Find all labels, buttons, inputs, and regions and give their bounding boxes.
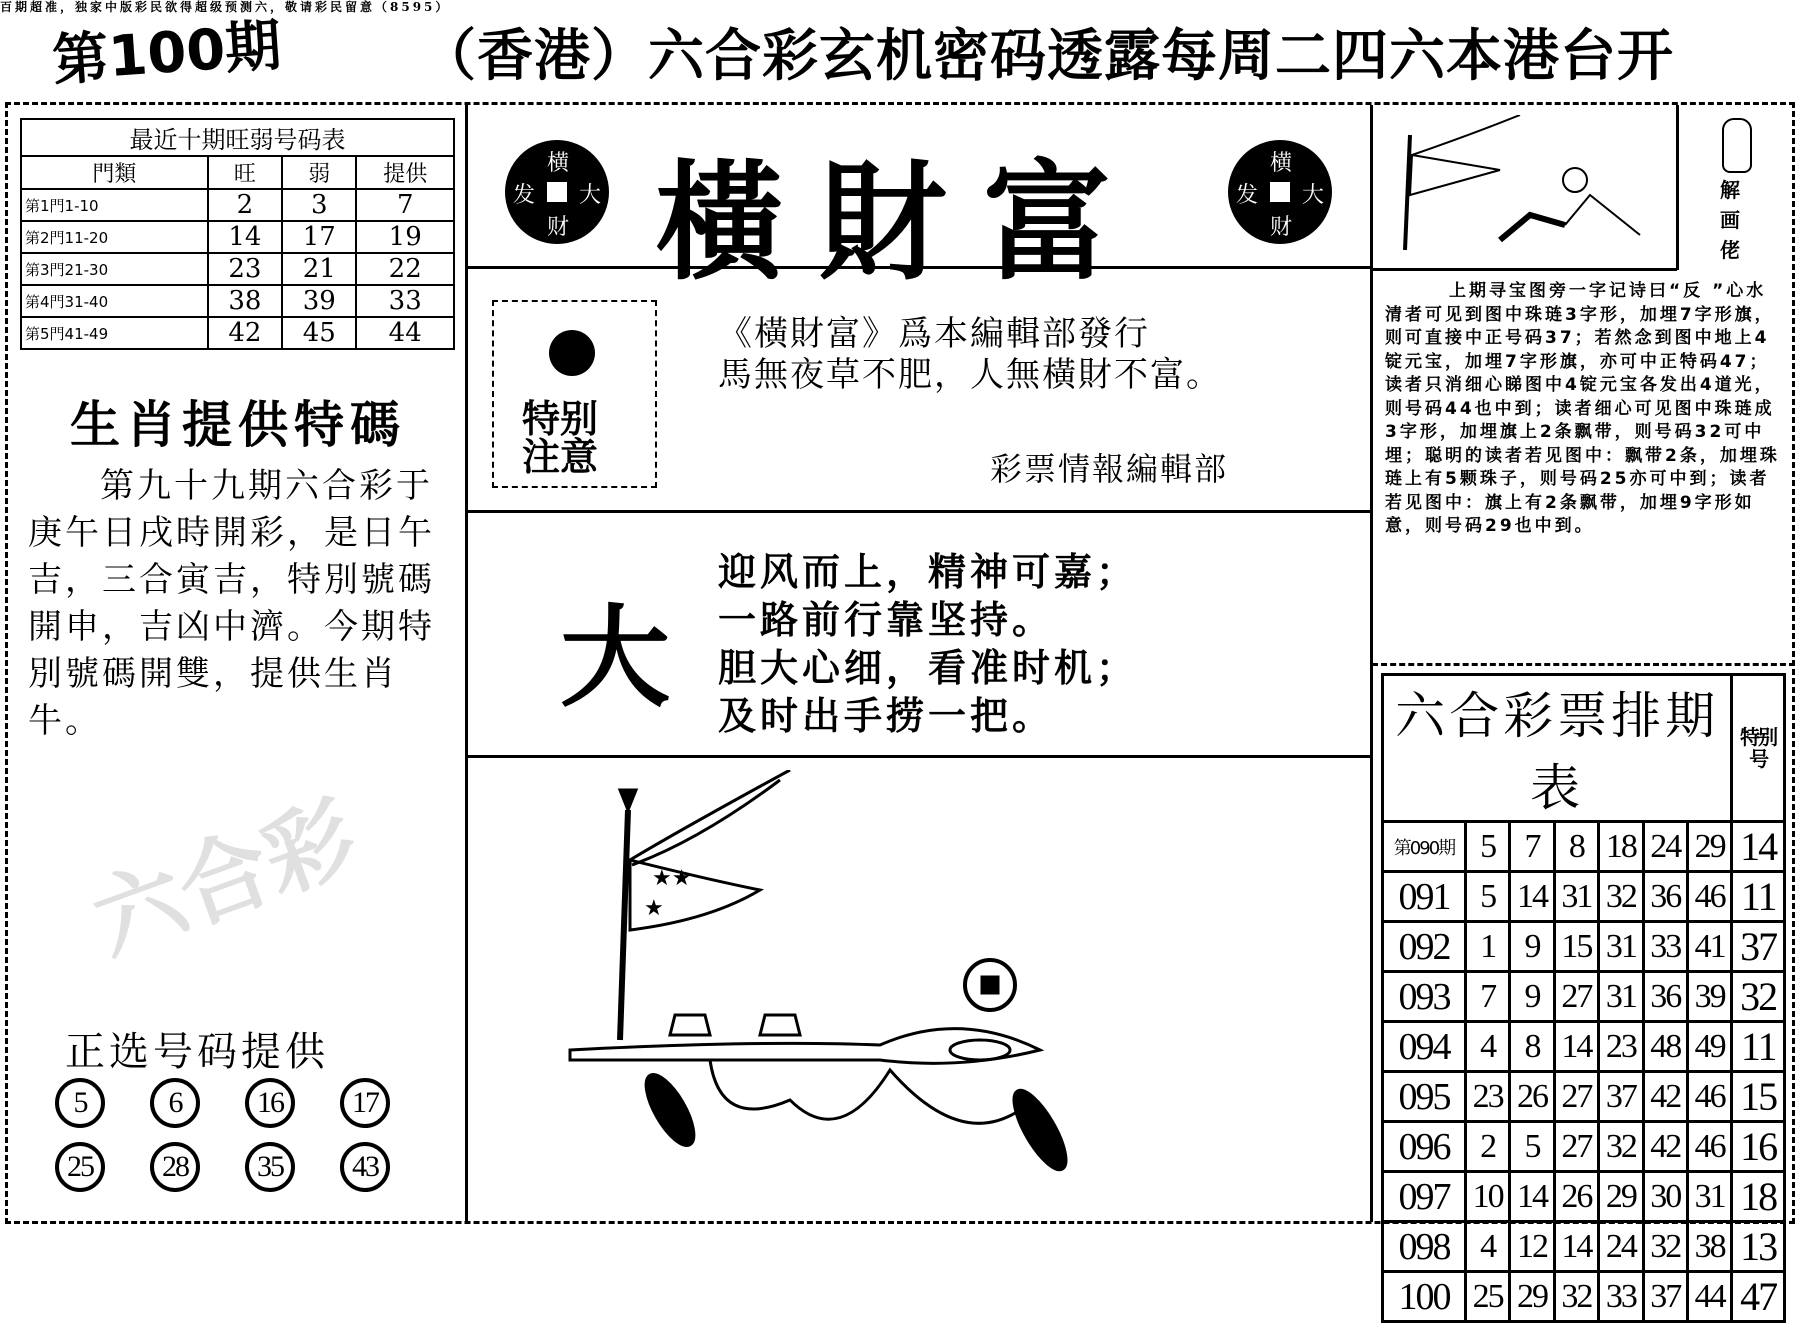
cell: 21 [282,253,356,285]
cell: 2 [208,189,282,221]
number-cell: 46 [1687,1072,1731,1122]
column-header: 弱 [282,156,356,189]
period-cell: 097 [1383,1172,1466,1222]
number-cell: 26 [1554,1172,1598,1222]
special-cell: 37 [1732,922,1785,972]
number-cell: 49 [1687,1022,1731,1072]
table-row [1383,1072,1785,1122]
riddle-picture [1390,115,1660,255]
cell: 3 [282,189,356,221]
pointing-hand-icon [1722,118,1752,173]
bomb-icon [549,330,595,376]
cell: 39 [282,285,356,317]
number-cell: 37 [1599,1072,1643,1122]
number-cell: 5 [1465,872,1509,922]
number-cell: 29 [1510,1272,1554,1322]
number-cell: 36 [1643,872,1687,922]
divider [467,755,1370,758]
pick-number: 43 [340,1142,390,1192]
number-cell: 36 [1643,972,1687,1022]
number-cell: 32 [1599,872,1643,922]
table-row [1383,872,1785,922]
number-cell: 31 [1687,1172,1731,1222]
period-cell: 098 [1383,1222,1466,1272]
number-cell: 5 [1510,1122,1554,1172]
notice-badge: 特别注意 [492,300,657,488]
number-cell: 7 [1465,972,1509,1022]
number-cell: 24 [1643,822,1687,872]
number-cell: 38 [1687,1222,1731,1272]
coin-icon: 横 发 大 财 [505,140,609,244]
number-cell: 14 [1554,1022,1598,1072]
treasure-picture [560,770,1120,1200]
number-cell: 23 [1599,1022,1643,1072]
period-cell: 第090期 [1383,822,1466,872]
column-header: 提供 [356,156,454,189]
pick-number: 35 [245,1142,295,1192]
cell: 7 [356,189,454,221]
table-row [1383,1122,1785,1172]
lottery-schedule-table [1381,673,1786,1323]
number-cell: 31 [1599,922,1643,972]
number-cell: 24 [1599,1222,1643,1272]
picks-list [55,1078,435,1192]
divider [1676,105,1679,270]
svg-text:★: ★ [644,896,664,921]
row-label: 第5門41-49 [21,317,208,349]
period-cell: 094 [1383,1022,1466,1072]
table-row [1383,1222,1785,1272]
number-cell: 32 [1554,1272,1598,1322]
table-row [21,285,454,317]
divider [1372,663,1795,666]
special-header: 特别号 [1732,675,1785,822]
number-cell: 8 [1510,1022,1554,1072]
table-row [1383,822,1785,872]
poem [718,548,1138,740]
top-banner-text: 百期超准，独家中版彩民欲得超级预测六，敬请彩民留意（8595） [0,0,451,14]
table-title: 六合彩票排期表 [1383,675,1732,822]
table-row [21,253,454,285]
number-cell: 29 [1687,822,1731,872]
table-row [1383,1172,1785,1222]
number-cell: 15 [1554,922,1598,972]
cell: 19 [356,221,454,253]
zodiac-title: 生肖提供特碼 [70,396,406,454]
table-title: 最近十期旺弱号码表 [21,119,454,156]
number-cell: 32 [1643,1222,1687,1272]
number-cell: 2 [1465,1122,1509,1172]
row-label: 第1門1-10 [21,189,208,221]
period-cell: 091 [1383,872,1466,922]
special-cell: 11 [1732,1022,1785,1072]
number-cell: 31 [1599,972,1643,1022]
cell: 22 [356,253,454,285]
poem-big-char: 大 [560,594,670,722]
row-label: 第2門11-20 [21,221,208,253]
number-cell: 42 [1643,1072,1687,1122]
zodiac-text: 第九十九期六合彩于庚午日戌時開彩，是日午吉，三合寅吉，特別號碼開申，吉凶中濟。今期特別號碼開雙，提供生肖牛。 [28,466,435,741]
svg-text:★★: ★★ [652,866,692,891]
number-cell: 31 [1554,872,1598,922]
number-cell: 4 [1465,1022,1509,1072]
cell: 14 [208,221,282,253]
cell: 33 [356,285,454,317]
number-cell: 32 [1599,1122,1643,1172]
period-cell: 100 [1383,1272,1466,1322]
special-cell: 47 [1732,1272,1785,1322]
number-cell: 41 [1687,922,1731,972]
special-cell: 18 [1732,1172,1785,1222]
number-cell: 46 [1687,872,1731,922]
cell: 23 [208,253,282,285]
number-cell: 18 [1599,822,1643,872]
table-row [1383,1272,1785,1322]
special-cell: 16 [1732,1122,1785,1172]
table-row [21,317,454,349]
divider [467,510,1370,513]
page-title: （香港）六合彩玄机密码透露每周二四六本港台开 [420,24,1674,89]
table-row [1383,1022,1785,1072]
notice-line: 《橫財富》爲本編輯部發行 [718,314,1150,354]
poem-line: 及时出手捞一把。 [718,694,1055,738]
pick-number: 16 [245,1078,295,1128]
number-cell: 10 [1465,1172,1509,1222]
number-cell: 23 [1465,1072,1509,1122]
number-cell: 30 [1643,1172,1687,1222]
table-row [21,221,454,253]
row-label: 第4門31-40 [21,285,208,317]
number-cell: 26 [1510,1072,1554,1122]
pick-number: 6 [150,1078,200,1128]
number-cell: 14 [1554,1222,1598,1272]
poem-line: 迎风而上，精神可嘉； [718,550,1139,594]
number-cell: 5 [1465,822,1509,872]
row-label: 第3門21-30 [21,253,208,285]
number-cell: 7 [1510,822,1554,872]
cell: 42 [208,317,282,349]
divider [465,105,468,1222]
table-row [1383,972,1785,1022]
number-cell: 37 [1643,1272,1687,1322]
masthead-name: 橫財富 [655,149,1148,298]
cell: 38 [208,285,282,317]
poem-line: 一路前行靠坚持。 [718,598,1055,642]
riddle-label: 解画佬 [1720,178,1740,262]
special-cell: 13 [1732,1222,1785,1272]
pick-number: 17 [340,1078,390,1128]
number-cell: 27 [1554,1122,1598,1172]
number-cell: 27 [1554,1072,1598,1122]
period-cell: 092 [1383,922,1466,972]
number-cell: 46 [1687,1122,1731,1172]
special-cell: 14 [1732,822,1785,872]
number-cell: 9 [1510,922,1554,972]
riddle-text: 上期寻宝图旁一字记诗曰“反 ”心水清者可见到图中珠琏3字形，加埋7字形旗，则可直接中正号码37；若然念到图中地上4锭元宝，加埋7字形旗，亦可中正特码47；读者只消细心睇图中4锭元宝各发出4道光，则号码44也中到；读者细心可见图中珠琏成3字形，加埋旗上2条飘带，则号码32可中埋；聪明的读者若见图中：飘带2条，加埋珠琏上有5颗珠子，则号码25亦可中到；读者若见图中：旗上有2条飘带，加埋9字形如意，则号码29也中到。 [1385,281,1780,536]
number-cell: 33 [1599,1272,1643,1322]
pick-number: 5 [55,1078,105,1128]
notice-line: 馬無夜草不肥，人無橫財不富。 [718,355,1222,395]
weak-strong-table [20,118,455,350]
number-cell: 14 [1510,1172,1554,1222]
period-cell: 093 [1383,972,1466,1022]
number-cell: 14 [1510,872,1554,922]
number-cell: 48 [1643,1022,1687,1072]
picks-title: 正选号码提供 [65,1029,329,1075]
number-cell: 42 [1643,1122,1687,1172]
number-cell: 1 [1465,922,1509,972]
number-cell: 33 [1643,922,1687,972]
pick-number: 28 [150,1142,200,1192]
period-cell: 095 [1383,1072,1466,1122]
number-cell: 9 [1510,972,1554,1022]
special-cell: 15 [1732,1072,1785,1122]
number-cell: 4 [1465,1222,1509,1272]
number-cell: 8 [1554,822,1598,872]
cell: 44 [356,317,454,349]
pick-number: 25 [55,1142,105,1192]
number-cell: 25 [1465,1272,1509,1322]
coin-icon: 横 发 大 财 [1228,140,1332,244]
table-row [21,189,454,221]
cell: 45 [282,317,356,349]
number-cell: 27 [1554,972,1598,1022]
number-cell: 12 [1510,1222,1554,1272]
column-header: 旺 [208,156,282,189]
number-cell: 29 [1599,1172,1643,1222]
issue-number: 第100期 [50,13,284,95]
watermark: 六合彩 [80,784,370,976]
table-row [1383,922,1785,972]
divider [1372,268,1677,271]
column-header: 門類 [21,156,208,189]
number-cell: 44 [1687,1272,1731,1322]
special-cell: 32 [1732,972,1785,1022]
notice-signature: 彩票情報編輯部 [990,450,1229,488]
poem-line: 胆大心细，看准时机； [718,646,1139,690]
number-cell: 39 [1687,972,1731,1022]
cell: 17 [282,221,356,253]
period-cell: 096 [1383,1122,1466,1172]
special-cell: 11 [1732,872,1785,922]
